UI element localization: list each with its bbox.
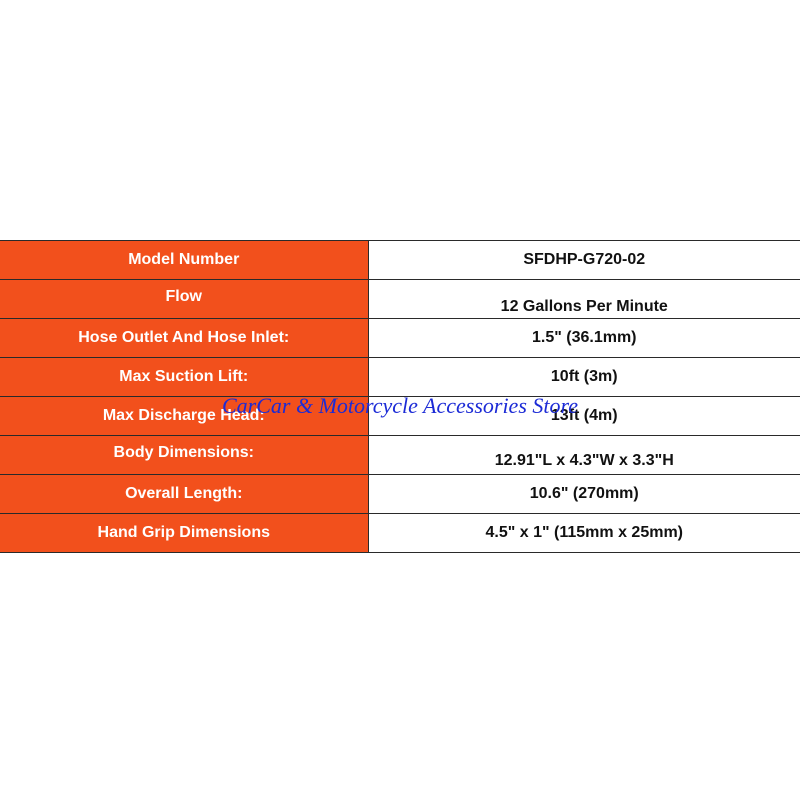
spec-row-hand-grip-dimensions	[0, 514, 800, 553]
spec-label: Overall Length:	[0, 475, 368, 514]
spec-row-overall-length	[0, 475, 800, 514]
spec-value: 12 Gallons Per Minute	[368, 280, 800, 319]
spec-row-flow	[0, 280, 800, 319]
spec-label: Flow	[0, 280, 368, 319]
spec-value: 10.6" (270mm)	[368, 475, 800, 514]
spec-value: 1.5" (36.1mm)	[368, 319, 800, 358]
spec-row-max-suction-lift	[0, 358, 800, 397]
spec-row-model-number	[0, 241, 800, 280]
spec-label: Max Discharge Head:	[0, 397, 368, 436]
spec-label: Body Dimensions:	[0, 436, 368, 475]
spec-label: Model Number	[0, 241, 368, 280]
spec-row-max-discharge-head	[0, 397, 800, 436]
spec-label: Hose Outlet And Hose Inlet:	[0, 319, 368, 358]
spec-label: Hand Grip Dimensions	[0, 514, 368, 553]
spec-row-body-dimensions	[0, 436, 800, 475]
spec-value: 10ft (3m)	[368, 358, 800, 397]
spec-value: 4.5" x 1" (115mm x 25mm)	[368, 514, 800, 553]
spec-label: Max Suction Lift:	[0, 358, 368, 397]
spec-table	[0, 240, 800, 553]
spec-row-hose-outlet-inlet	[0, 319, 800, 358]
spec-value: 13ft (4m)	[368, 397, 800, 436]
spec-value: 12.91"L x 4.3"W x 3.3"H	[368, 436, 800, 475]
spec-value: SFDHP-G720-02	[368, 241, 800, 280]
store-watermark: CarCar & Motorcycle Accessories Store	[221, 393, 579, 418]
